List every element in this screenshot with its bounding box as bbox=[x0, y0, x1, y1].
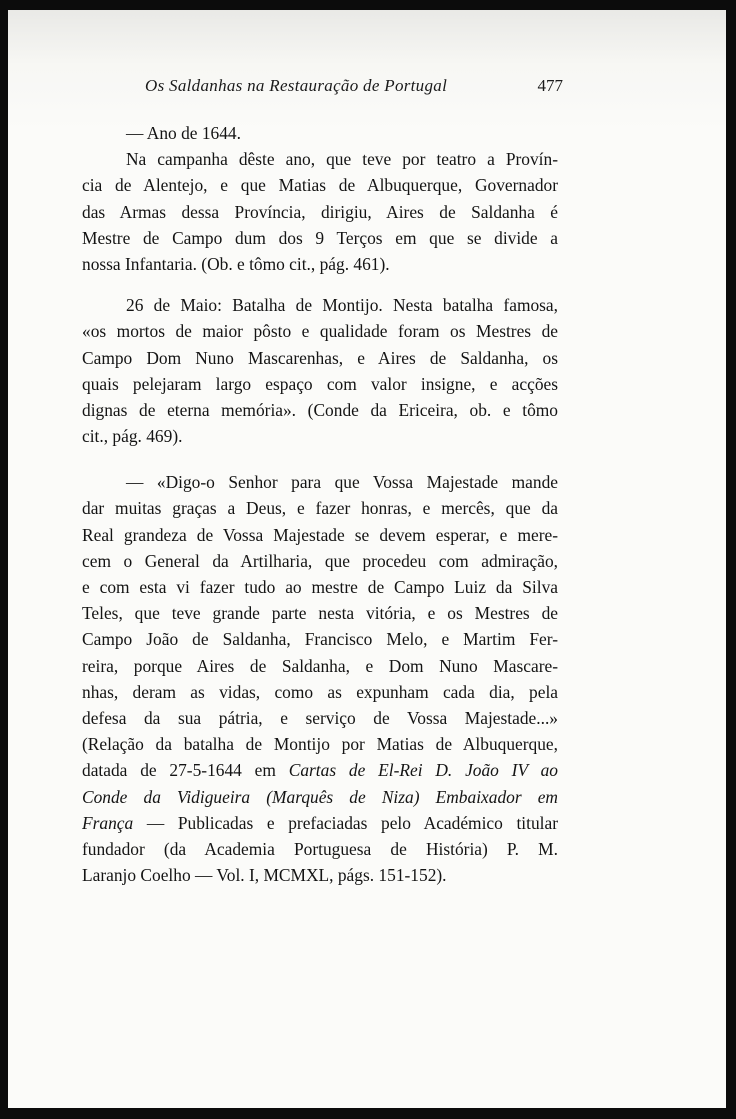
text-line: cit., pág. 469). bbox=[82, 426, 183, 447]
paragraph-spacer bbox=[82, 449, 558, 469]
running-title: Os Saldanhas na Restauração de Portugal bbox=[145, 76, 448, 95]
text-line: Laranjo Coelho — Vol. I, MCMXL, págs. 151-152). bbox=[82, 865, 447, 886]
paragraph-year-heading bbox=[82, 120, 558, 146]
text-line: nhas, deram as vidas, como as expunham cada dia, pela bbox=[82, 681, 558, 702]
book-title-segment: Cartas de El-Rei D. João IV ao bbox=[288, 760, 558, 781]
text-line: Campo João de Saldanha, Francisco Melo, e Martim Fer- bbox=[82, 629, 558, 650]
paragraph-battle-montijo bbox=[82, 292, 558, 449]
text-line: nossa Infantaria. (Ob. e tômo cit., pág. 461). bbox=[82, 253, 390, 274]
text-line: 26 de Maio: Batalha de Montijo. Nesta batalha famosa, bbox=[126, 295, 558, 316]
text-line: (Relação da batalha de Montijo por Matias de Albuquerque, bbox=[82, 734, 558, 755]
text-line: Campo Dom Nuno Mascarenhas, e Aires de Saldanha, os bbox=[82, 347, 558, 368]
text-line: reira, porque Aires de Saldanha, e Dom Nuno Mascare- bbox=[82, 655, 558, 676]
text-line: cem o General da Artilharia, que procedeu com admiração, bbox=[82, 550, 558, 571]
text-line: Real grandeza de Vossa Majestade se devem esperar, e mere- bbox=[82, 524, 558, 545]
book-page bbox=[8, 10, 726, 1108]
paragraph-spacer bbox=[82, 277, 558, 292]
text-line: dignas de eterna memória». (Conde da Ericeira, ob. e tômo bbox=[82, 399, 558, 420]
text-line bbox=[82, 810, 558, 836]
body-text bbox=[82, 120, 558, 888]
text-line: e com esta vi fazer tudo ao mestre de Campo Luiz da Silva bbox=[82, 577, 558, 597]
text-segment: datada de 27-5-1644 em bbox=[82, 760, 289, 781]
book-title-segment: França bbox=[82, 812, 134, 833]
text-line: cia de Alentejo, e que Matias de Albuquerque, Governador bbox=[82, 175, 558, 196]
text-line: dar muitas graças a Deus, e fazer honras, e mercês, que da bbox=[82, 498, 558, 519]
text-line bbox=[82, 757, 558, 783]
running-header bbox=[145, 76, 563, 106]
text-line: quais pelejaram largo espaço com valor insigne, e acções bbox=[82, 373, 558, 394]
text-line: — «Digo-o Senhor para que Vossa Majestade mande bbox=[126, 472, 558, 493]
text-line: Na campanha dêste ano, que teve por teatro a Provín- bbox=[126, 149, 558, 170]
text-line: defesa da sua pátria, e serviço de Vossa Majestade...» bbox=[82, 707, 558, 728]
paragraph-quotation bbox=[82, 469, 558, 888]
text-line: — Ano de 1644. bbox=[126, 123, 241, 143]
text-line: Teles, que teve grande parte nesta vitória, e os Mestres de bbox=[82, 603, 558, 624]
page-number: 477 bbox=[537, 76, 563, 95]
text-line: Conde da Vidigueira (Marquês de Niza) Embaixador em bbox=[82, 786, 558, 807]
paragraph-campaign bbox=[82, 146, 558, 277]
text-line: «os mortos de maior pôsto e qualidade foram os Mestres de bbox=[82, 321, 558, 342]
text-line: das Armas dessa Província, dirigiu, Aires de Saldanha é bbox=[82, 201, 558, 222]
text-segment: — Publicadas e prefaciadas pelo Académico titular bbox=[133, 812, 558, 833]
text-line: fundador (da Academia Portuguesa de História) P. M. bbox=[82, 838, 558, 859]
text-line: Mestre de Campo dum dos 9 Terços em que se divide a bbox=[82, 227, 558, 248]
